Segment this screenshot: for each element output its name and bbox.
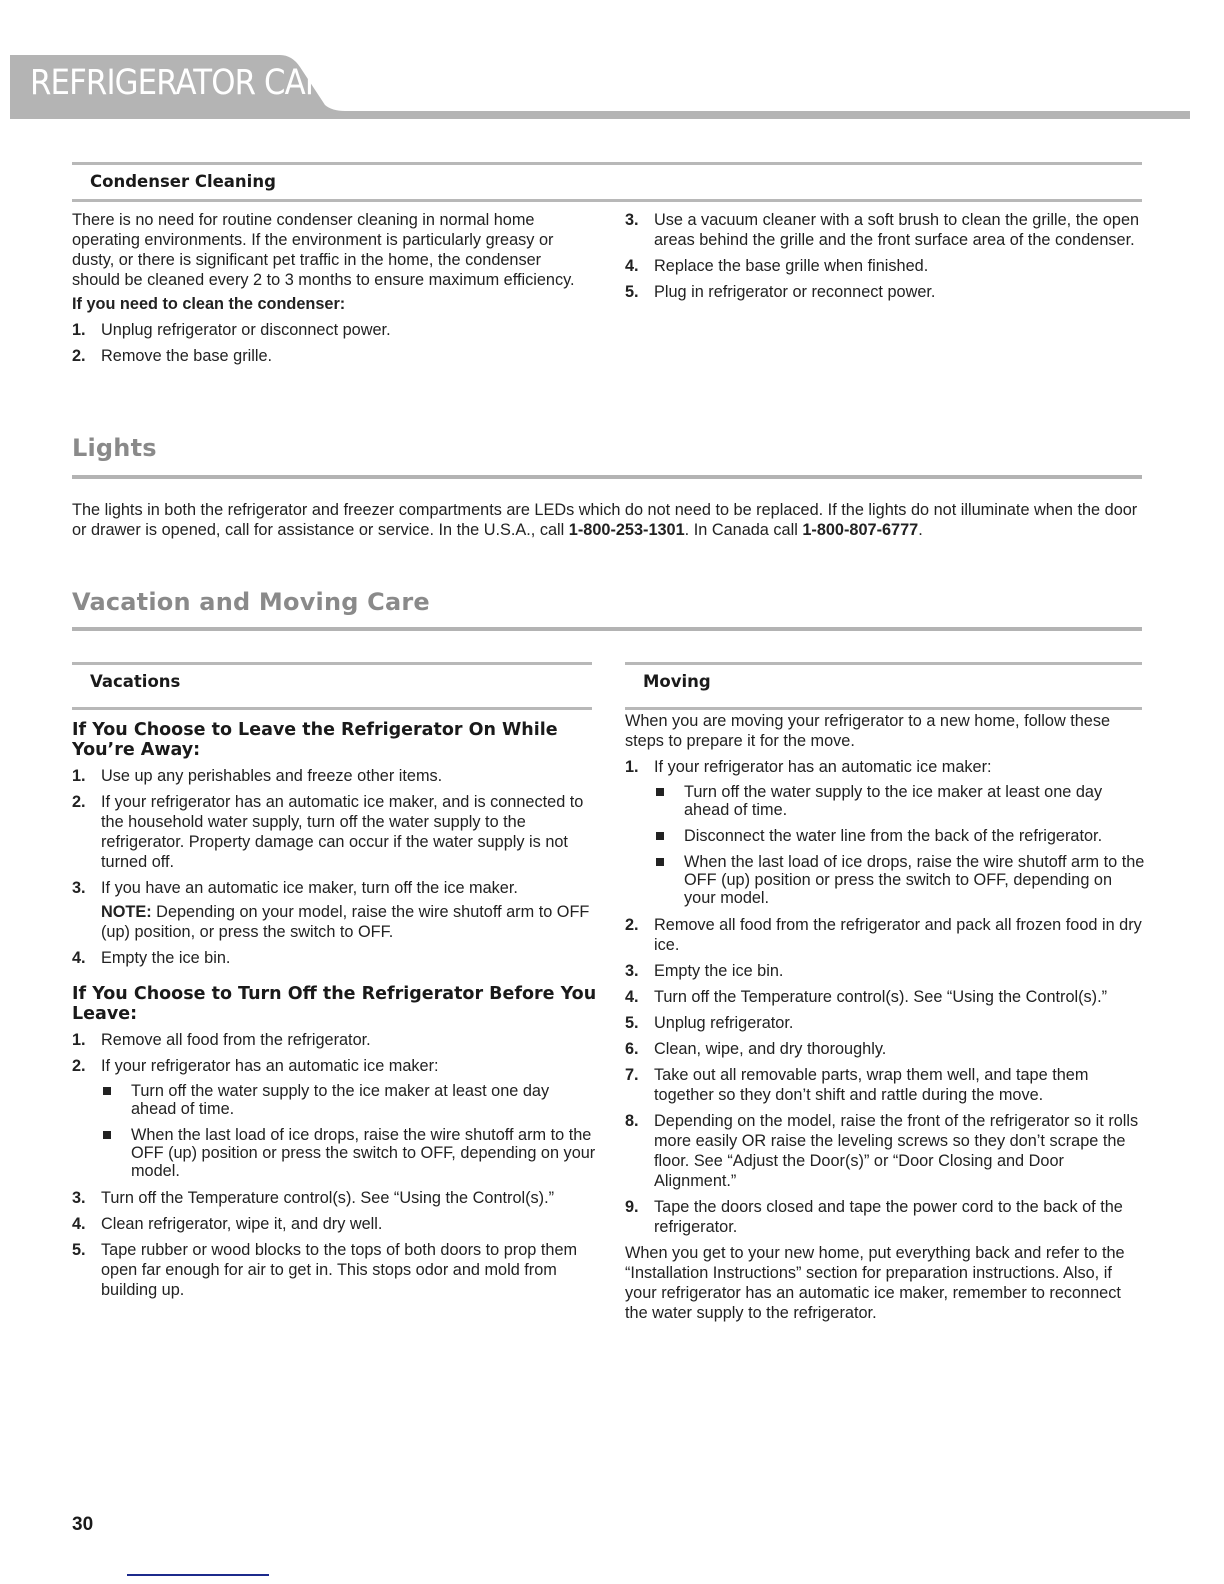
step-text: If your refrigerator has an automatic ice maker:	[101, 1057, 439, 1075]
bullet-text: Turn off the water supply to the ice maker at least one day ahead of time.	[684, 783, 1103, 819]
step-number: 1.	[72, 767, 86, 785]
turn-off-heading: If You Choose to Turn Off the Refrigerator Before You Leave:	[72, 984, 597, 1024]
section-banner	[10, 55, 1190, 119]
bullet-square-icon	[656, 788, 664, 796]
moving-heading: Moving	[643, 672, 711, 691]
step-text: Use up any perishables and freeze other items.	[101, 767, 443, 785]
step-number: 3.	[72, 1189, 86, 1207]
step-text: Tape rubber or wood blocks to the tops of both doors to prop them open far enough for air to get in. This stops odor and mold from building up.	[101, 1241, 578, 1299]
step-number: 3.	[72, 879, 86, 897]
step-number: 9.	[625, 1198, 639, 1216]
step-text: If your refrigerator has an automatic ice maker, and is connected to the household water supply, turn off the water supply to the refrigerator. Property damage can occur if the water supply is not turned off.	[101, 793, 584, 871]
bullet-text: When the last load of ice drops, raise the wire shutoff arm to the OFF (up) position or press the switch to OFF, depending on your model.	[684, 853, 1145, 907]
divider	[72, 707, 592, 710]
banner-title: REFRIGERATOR CARE	[30, 63, 344, 103]
moving-intro: When you are moving your refrigerator to a new home, follow these steps to prepare it for the move.	[625, 712, 1111, 750]
list-item	[72, 320, 592, 340]
bullet-list	[654, 783, 1145, 907]
vacation-moving-heading: Vacation and Moving Care	[72, 588, 430, 616]
step-number: 3.	[625, 962, 639, 980]
step-text: If you have an automatic ice maker, turn off the ice maker.	[101, 879, 518, 897]
list-item	[625, 757, 1145, 907]
divider	[72, 162, 1142, 165]
bullet-list	[101, 1082, 597, 1180]
bullet-item	[654, 783, 1145, 819]
list-item	[625, 210, 1145, 250]
bullet-text: Disconnect the water line from the back of the refrigerator.	[684, 827, 1103, 845]
step-number: 4.	[72, 949, 86, 967]
step-text: Replace the base grille when finished.	[654, 257, 929, 275]
vacations-column	[72, 720, 597, 1306]
list-item	[72, 346, 592, 366]
list-item	[625, 1111, 1145, 1191]
list-item	[72, 1240, 597, 1300]
step-text: Depending on the model, raise the front of the refrigerator so it rolls more easily OR raise the leveling screws so they don’t scrape the floor. See “Adjust the Door(s)” or “Door Closing and Door Alignment.”	[654, 1112, 1139, 1190]
bullet-item	[654, 827, 1145, 845]
step-text: Take out all removable parts, wrap them well, and tape them together so they don’t shift and rattle during the move.	[654, 1066, 1089, 1104]
divider	[72, 199, 1142, 202]
condenser-left-column	[72, 210, 592, 372]
divider	[625, 662, 1142, 665]
condenser-steps-right	[625, 210, 1145, 302]
step-number: 5.	[625, 283, 639, 301]
list-item	[72, 766, 597, 786]
divider	[72, 475, 1142, 479]
turn-off-steps	[72, 1030, 597, 1300]
step-number: 1.	[72, 321, 86, 339]
step-number: 4.	[72, 1215, 86, 1233]
step-text: Turn off the Temperature control(s). See “Using the Control(s).”	[654, 988, 1108, 1006]
step-text: Unplug refrigerator.	[654, 1014, 794, 1032]
bullet-item	[101, 1082, 597, 1118]
divider	[72, 662, 592, 665]
list-item	[72, 792, 597, 872]
list-item	[625, 1013, 1145, 1033]
bullet-item	[654, 853, 1145, 907]
list-item	[72, 1188, 597, 1208]
list-item	[625, 1197, 1145, 1237]
bullet-item	[101, 1126, 597, 1180]
step-number: 3.	[625, 211, 639, 229]
step-number: 1.	[625, 758, 639, 776]
bullet-text: Turn off the water supply to the ice maker at least one day ahead of time.	[131, 1082, 550, 1118]
step-text: Remove the base grille.	[101, 347, 273, 365]
lights-text-part: The lights in both the refrigerator and freezer compartments are LEDs which do not need to be replaced. If the lights do not illuminate when the door or drawer is opened, call for assistance or service. In the U.S.A., call	[72, 501, 1138, 539]
list-item	[72, 1056, 597, 1180]
step-text: Turn off the Temperature control(s). See “Using the Control(s).”	[101, 1189, 555, 1207]
bullet-square-icon	[103, 1131, 111, 1139]
step-text: Unplug refrigerator or disconnect power.	[101, 321, 391, 339]
step-text: Use a vacuum cleaner with a soft brush to clean the grille, the open areas behind the grille and the front surface area of the condenser.	[654, 211, 1140, 249]
list-item	[625, 961, 1145, 981]
list-item	[72, 1214, 597, 1234]
step-number: 5.	[625, 1014, 639, 1032]
step-number: 2.	[72, 1057, 86, 1075]
lights-text-part: . In Canada call	[684, 521, 803, 539]
bullet-square-icon	[656, 832, 664, 840]
step-number: 2.	[625, 916, 639, 934]
step-text: Tape the doors closed and tape the power cord to the back of the refrigerator.	[654, 1198, 1123, 1236]
divider	[625, 707, 1142, 710]
list-item	[625, 282, 1145, 302]
step-number: 2.	[72, 347, 86, 365]
list-item	[625, 1039, 1145, 1059]
list-item	[72, 878, 597, 942]
step-number: 6.	[625, 1040, 639, 1058]
leave-on-heading: If You Choose to Leave the Refrigerator On While You’re Away:	[72, 720, 558, 760]
step-text: Clean, wipe, and dry thoroughly.	[654, 1040, 887, 1058]
leave-on-steps	[72, 766, 597, 968]
step-number: 2.	[72, 793, 86, 811]
condenser-heading: Condenser Cleaning	[90, 172, 276, 191]
step-number: 1.	[72, 1031, 86, 1049]
lights-text-part: .	[918, 521, 923, 539]
list-item	[625, 987, 1145, 1007]
step-text: Empty the ice bin.	[654, 962, 784, 980]
lights-heading: Lights	[72, 434, 157, 462]
step-text: Plug in refrigerator or reconnect power.	[654, 283, 936, 301]
condenser-lead: If you need to clean the condenser:	[72, 295, 346, 313]
list-item	[625, 1065, 1145, 1105]
list-item	[625, 915, 1145, 955]
step-number: 7.	[625, 1066, 639, 1084]
moving-column	[625, 711, 1145, 1327]
phone-usa: 1-800-253-1301	[568, 521, 685, 539]
bullet-text: When the last load of ice drops, raise the wire shutoff arm to the OFF (up) position or press the switch to OFF, depending on your model.	[131, 1126, 596, 1180]
moving-steps	[625, 757, 1145, 1237]
step-text: Remove all food from the refrigerator.	[101, 1031, 371, 1049]
step-text: If your refrigerator has an automatic ice maker:	[654, 758, 992, 776]
condenser-intro: There is no need for routine condenser cleaning in normal home operating environments. If the environment is particularly greasy or dusty, or there is significant pet traffic in the home, the condenser should be cleaned every 2 to 3 months to ensure maximum efficiency.	[72, 211, 575, 289]
step-number: 4.	[625, 988, 639, 1006]
lights-text	[72, 500, 1152, 540]
page-number: 30	[72, 1514, 94, 1535]
vacations-heading: Vacations	[90, 672, 181, 691]
list-item	[72, 948, 597, 968]
step-number: 5.	[72, 1241, 86, 1259]
divider	[72, 627, 1142, 631]
note-text: Depending on your model, raise the wire shutoff arm to OFF (up) position, or press the switch to OFF.	[101, 903, 590, 941]
list-item	[72, 1030, 597, 1050]
note	[101, 902, 597, 942]
step-text: Clean refrigerator, wipe it, and dry well.	[101, 1215, 383, 1233]
condenser-steps-left	[72, 320, 592, 366]
step-number: 4.	[625, 257, 639, 275]
list-item	[625, 256, 1145, 276]
step-text: Empty the ice bin.	[101, 949, 231, 967]
condenser-right-column	[625, 210, 1145, 308]
step-text: Remove all food from the refrigerator and pack all frozen food in dry ice.	[654, 916, 1142, 954]
phone-canada: 1-800-807-6777	[802, 521, 919, 539]
step-number: 8.	[625, 1112, 639, 1130]
moving-outro: When you get to your new home, put everything back and refer to the “Installation Instructions” section for preparation instructions. Also, if your refrigerator has an automatic ice maker, remember to reconnect the water supply to the refrigerator.	[625, 1244, 1125, 1322]
bullet-square-icon	[656, 858, 664, 866]
bullet-square-icon	[103, 1087, 111, 1095]
note-label: NOTE:	[101, 903, 152, 921]
footer-link-underline	[127, 1574, 269, 1576]
